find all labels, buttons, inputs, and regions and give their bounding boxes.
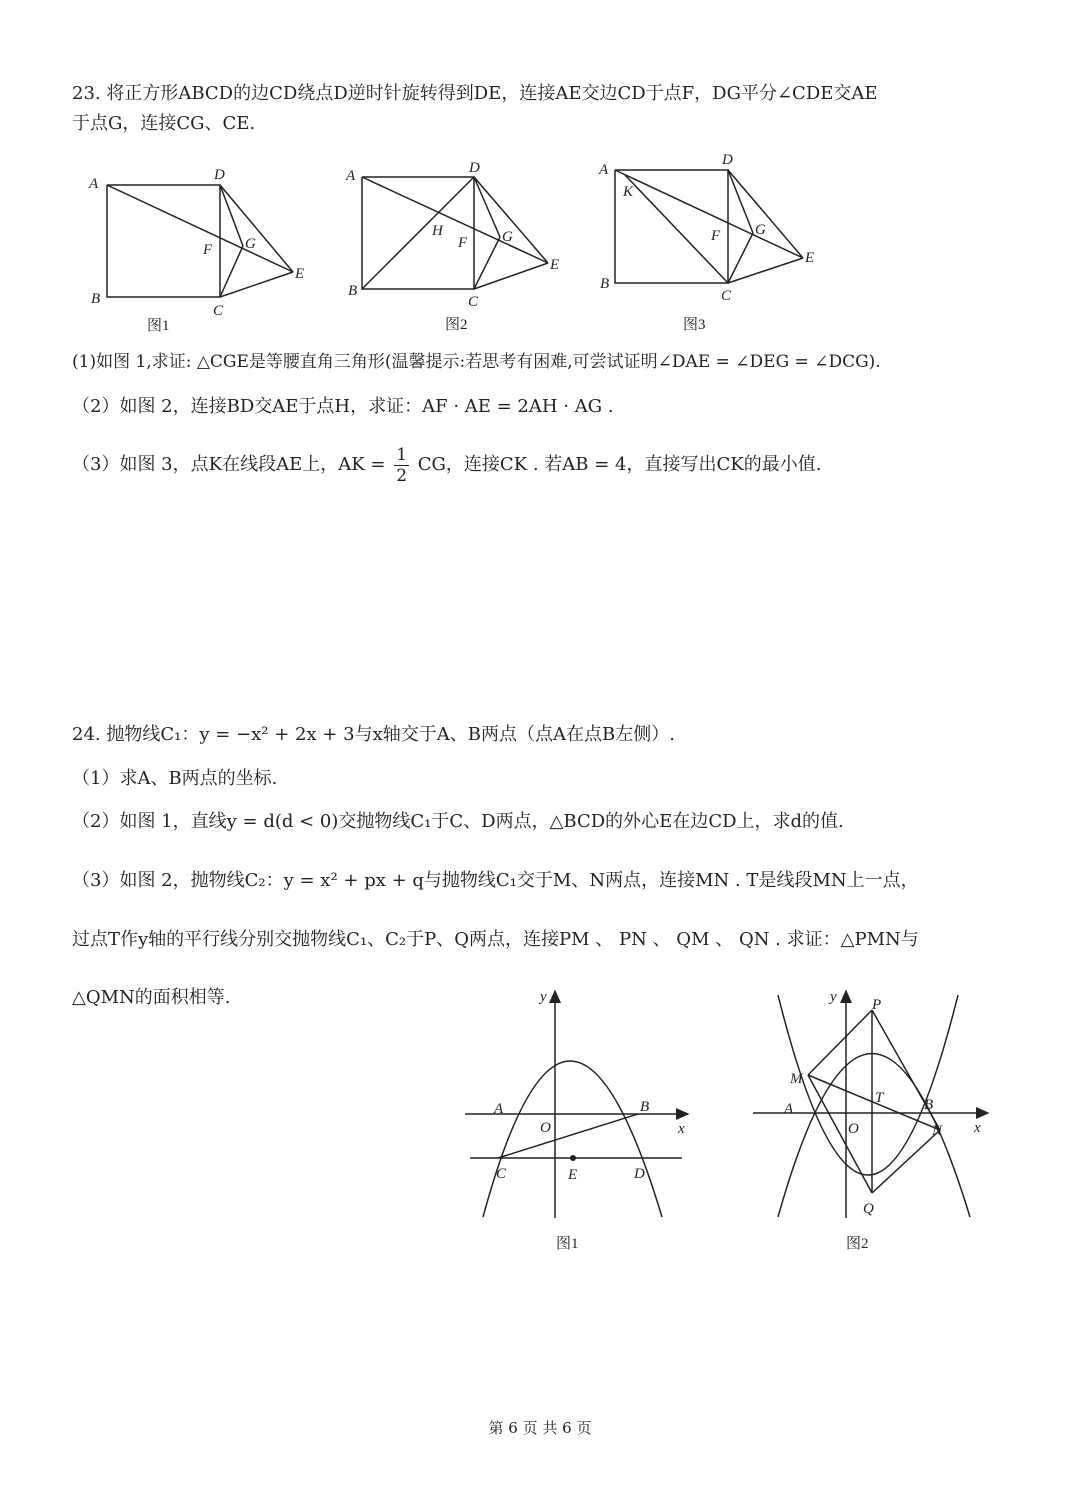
- label-a: A: [89, 176, 99, 192]
- fig2-caption: 图2: [445, 317, 468, 333]
- label-d: D: [634, 1166, 645, 1182]
- q23-part3-text-a: （3）如图 3，点K在线段AE上，AK =: [72, 454, 386, 475]
- label-c: C: [468, 294, 479, 310]
- q24-figure2: [748, 985, 998, 1260]
- q23-line1: 23. 将正方形ABCD的边CD绕点D逆时针旋转得到DE，连接AE交边CD于点F，DG平分∠CDE交AE: [72, 83, 878, 104]
- diagonal-bd: [362, 177, 474, 289]
- label-g: G: [755, 222, 766, 238]
- label-t: T: [875, 1090, 884, 1106]
- parabola-c2: [778, 995, 958, 1175]
- q24-figure1: [460, 985, 700, 1260]
- fig2-caption: 图2: [846, 1236, 869, 1252]
- q23-figure3: [595, 148, 835, 338]
- page-footer: 第 6 页 共 6 页: [488, 1419, 592, 1437]
- label-d: D: [469, 160, 480, 176]
- label-c: C: [213, 303, 224, 319]
- q23-figure2: [340, 155, 580, 340]
- segment-dg: [474, 177, 500, 237]
- label-a: A: [346, 168, 356, 184]
- label-g: G: [502, 229, 513, 245]
- q24-part3-line1: （3）如图 2，抛物线C₂：y = x² + px + q与抛物线C₁交于M、N两点，连接MN . T是线段MN上一点，: [72, 870, 919, 891]
- label-a: A: [784, 1101, 794, 1117]
- segment-de: [474, 177, 548, 263]
- segment-dg: [728, 170, 753, 233]
- label-m: M: [790, 1071, 803, 1087]
- segment-ae: [107, 185, 293, 272]
- point-e: [570, 1155, 576, 1161]
- segment-dg: [220, 185, 243, 246]
- segment-de: [220, 185, 293, 272]
- label-k: K: [623, 184, 634, 200]
- label-f: F: [203, 242, 213, 258]
- label-b: B: [924, 1097, 934, 1113]
- segment-qm: [808, 1075, 872, 1193]
- label-d: D: [214, 167, 225, 183]
- square-abcd-fig1: [107, 185, 220, 297]
- label-b: B: [91, 291, 101, 307]
- q23-part3: [72, 440, 821, 490]
- fig3-caption: 图3: [683, 317, 706, 333]
- label-b: B: [348, 283, 358, 299]
- label-y: y: [540, 989, 547, 1005]
- label-e: E: [550, 257, 560, 273]
- segment-ce: [220, 272, 293, 297]
- label-x: x: [974, 1120, 981, 1136]
- label-f: F: [458, 235, 468, 251]
- q24-part2: （2）如图 1，直线y = d(d < 0)交抛物线C₁于C、D两点，△BCD的外心E在边CD上，求d的值.: [72, 811, 844, 832]
- fraction-denominator: 2: [396, 465, 408, 486]
- q23-part2: （2）如图 2，连接BD交AE于点H，求证：AF · AE = 2AH · AG .: [72, 396, 614, 417]
- q23-line2: 于点G，连接CG、CE.: [72, 113, 256, 134]
- q23-figure1: [85, 160, 325, 340]
- segment-ae: [615, 170, 803, 258]
- q24-part3-line2: 过点T作y轴的平行线分别交抛物线C₁、C₂于P、Q两点，连接PM 、 PN 、 QM 、 QN . 求证：△PMN与: [72, 929, 919, 950]
- label-c: C: [496, 1166, 507, 1182]
- label-b: B: [640, 1099, 650, 1115]
- parabola-c1: [483, 1061, 662, 1217]
- q24-line1: 24. 抛物线C₁：y = −x² + 2x + 3与x轴交于A、B两点（点A在点B左侧）.: [72, 724, 675, 745]
- q23-part3-text-b: CG，连接CK . 若AB = 4，直接写出CK的最小值.: [417, 454, 822, 475]
- segment-cg: [220, 246, 243, 297]
- label-y: y: [830, 989, 837, 1005]
- q24-part1: （1）求A、B两点的坐标.: [72, 768, 278, 789]
- fraction-one-half: [394, 445, 409, 486]
- label-h: H: [432, 223, 443, 239]
- label-q: Q: [863, 1201, 874, 1217]
- label-d: D: [722, 152, 733, 168]
- label-x: x: [678, 1121, 685, 1137]
- fig1-caption: 图1: [556, 1236, 579, 1252]
- segment-pm: [808, 1010, 872, 1075]
- label-a: A: [599, 162, 609, 178]
- q23-part1: (1)如图 1,求证: △CGE是等腰直角三角形(温馨提示:若思考有困难,可尝试证明∠DAE = ∠DEG = ∠DCG).: [72, 352, 881, 372]
- segment-mn: [808, 1075, 940, 1130]
- label-a: A: [494, 1101, 504, 1117]
- label-e: E: [805, 250, 815, 266]
- label-b: B: [600, 276, 610, 292]
- segment-de: [728, 170, 803, 258]
- segment-ae: [362, 177, 548, 263]
- label-g: G: [245, 236, 256, 252]
- label-o: O: [848, 1121, 859, 1137]
- fraction-numerator: 1: [396, 444, 408, 465]
- label-c: C: [721, 288, 732, 304]
- q24-part3-line3: △QMN的面积相等.: [72, 987, 231, 1008]
- label-p: P: [872, 997, 882, 1013]
- fig1-caption: 图1: [147, 318, 170, 334]
- label-f: F: [711, 228, 721, 244]
- segment-qn: [872, 1130, 940, 1193]
- label-o: O: [540, 1120, 551, 1136]
- label-e: E: [568, 1167, 578, 1183]
- segment-cb: [498, 1114, 638, 1158]
- label-n: N: [932, 1123, 943, 1139]
- label-e: E: [295, 266, 305, 282]
